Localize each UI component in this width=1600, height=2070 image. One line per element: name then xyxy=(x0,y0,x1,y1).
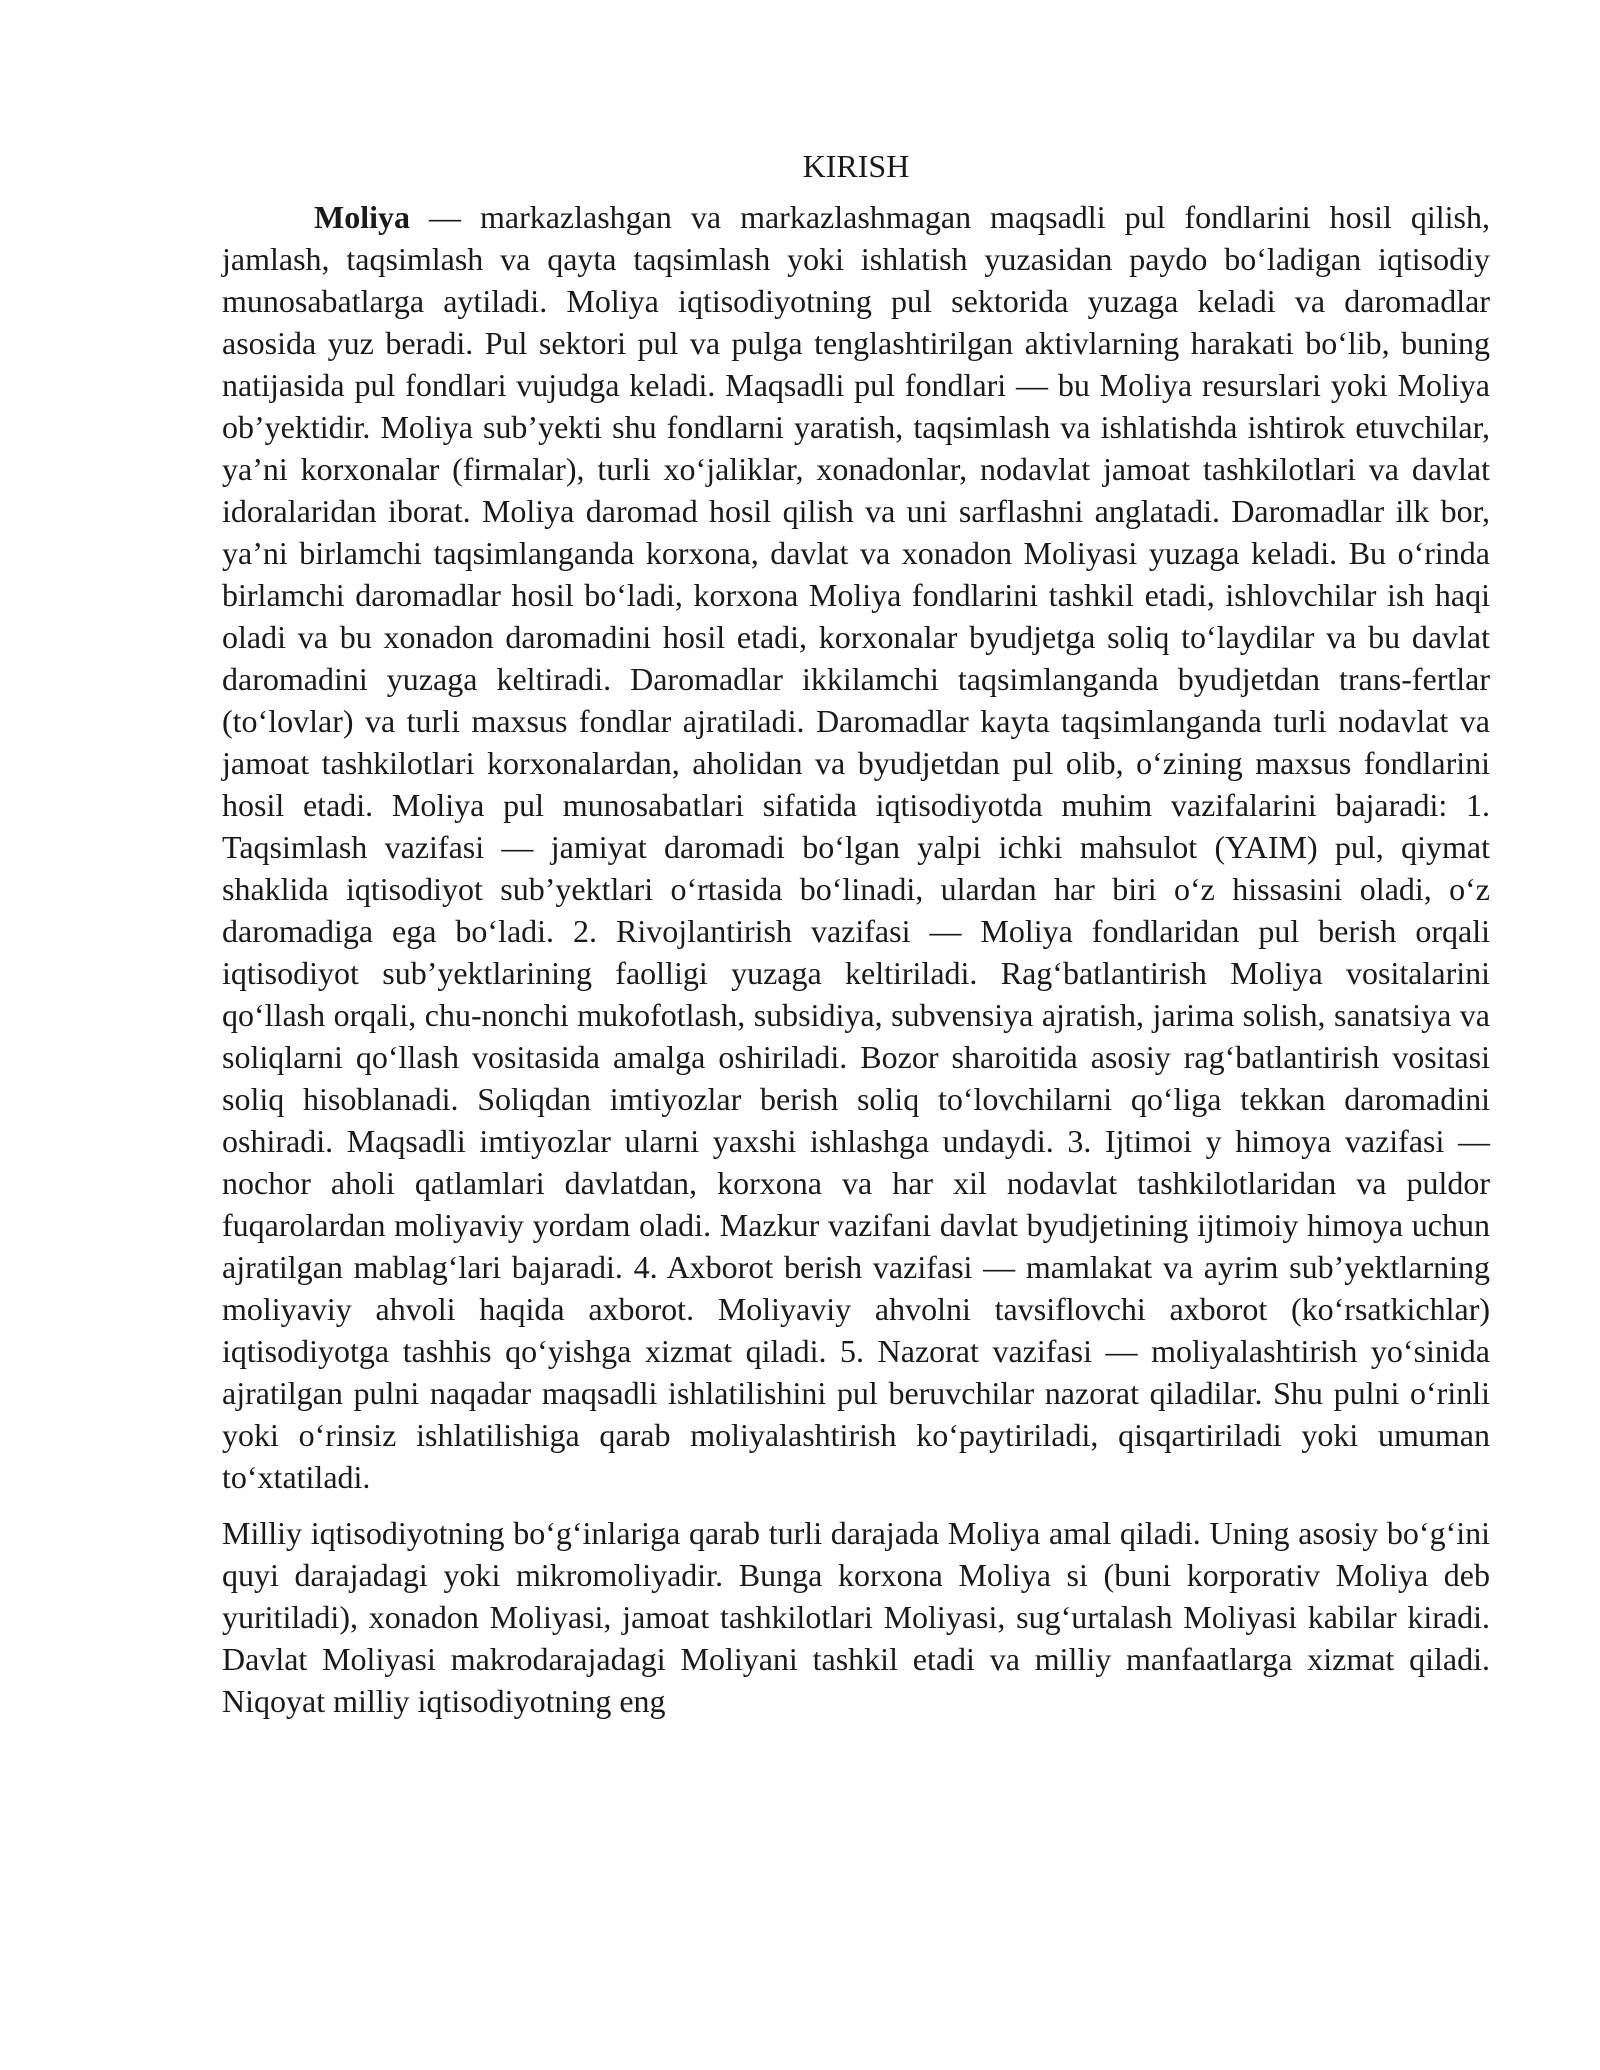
paragraph-1-text: — markazlashgan va markazlashmagan maqsadli pul fondlarini hosil qilish, jamlash, taqsimlash va qayta taqsimlash yoki ishlatish yuzasidan paydo bo‘ladigan iqtisodiy munosabatlarga aytiladi. Moliya iqtisodiyotning pul sektorida yuzaga keladi va daromadlar asosida yuz beradi. Pul sektori pul va pulga tenglashtirilgan aktivlarning harakati bo‘lib, buning natijasida pul fondlari vujudga keladi. Maqsadli pul fondlari — bu Moliya resurslari yoki Moliya ob’yektidir. Moliya sub’yekti shu fondlarni yaratish, taqsimlash va ishlatishda ishtirok etuvchilar, ya’ni korxonalar (firmalar), turli xo‘jaliklar, xonadonlar, nodavlat jamoat tashkilotlari va davlat idoralaridan iborat. Moliya daromad hosil qilish va uni sarflashni anglatadi. Daromadlar ilk bor, ya’ni birlamchi taqsimlanganda korxona, davlat va xonadon Moliyasi yuzaga keladi. Bu o‘rinda birlamchi daromadlar hosil bo‘ladi, korxona Moliya fondlarini tashkil etadi, ishlovchilar ish haqi oladi va bu xonadon daromadini hosil etadi, korxonalar byudjetga soliq to‘laydilar va bu davlat daromadini yuzaga keltiradi. Daromadlar ikkilamchi taqsimlanganda byudjetdan trans-fertlar (to‘lovlar) va turli maxsus fondlar ajratiladi. Daromadlar kayta taqsimlanganda turli nodavlat va jamoat tashkilotlari korxonalardan, aholidan va byudjetdan pul olib, o‘zining maxsus fondlarini hosil etadi. Moliya pul munosabatlari sifatida iqtisodiyotda muhim vazifalarini bajaradi: 1. Taqsimlash vazifasi — jamiyat daromadi bo‘lgan yalpi ichki mahsulot (YAIM) pul, qiymat shaklida iqtisodiyot sub’yektlari o‘rtasida bo‘linadi, ulardan har biri o‘z hissasini oladi, o‘z daromadiga ega bo‘ladi. 2. Rivojlantirish vazifasi — Moliya fondlaridan pul berish orqali iqtisodiyot sub’yektlarining faolligi yuzaga keltiriladi. Rag‘batlantirish Moliya vositalarini qo‘llash orqali, chu-nonchi mukofotlash, subsidiya, subvensiya ajratish, jarima solish, sanatsiya va soliqlarni qo‘llash vositasida amalga oshiriladi. Bozor sharoitida asosiy rag‘batlantirish vositasi soliq hisoblanadi. Soliqdan imtiyozlar berish soliq to‘lovchilarni qo‘liga tekkan daromadini oshiradi. Maqsadli imtiyozlar ularni yaxshi ishlashga undaydi. 3. Ijtimoi y himoya vazifasi — nochor aholi qatlamlari davlatdan, korxona va har xil nodavlat tashkilotlaridan va puldor fuqarolardan moliyaviy yordam oladi. Mazkur vazifani davlat byudjetining ijtimoiy himoya uchun ajratilgan mablag‘lari bajaradi. 4. Axborot berish vazifasi — mamlakat va ayrim sub’yektlarning moliyaviy ahvoli haqida axborot. Moliyaviy ahvolni tavsiflovchi axborot (ko‘rsatkichlar) iqtisodiyotga tashhis qo‘yishga xizmat qiladi. 5. Nazorat vazifasi — moliyalashtirish yo‘sinida ajratilgan pulni naqadar maqsadli ishlatilishini pul beruvchilar nazorat qiladilar. Shu pulni o‘rinli yoki o‘rinsiz ishlatilishiga qarab moliyalashtirish ko‘paytiriladi, qisqartiriladi yoki umuman to‘xtatiladi. xyxy=(222,199,1490,1495)
paragraph-2-text: Milliy iqtisodiyotning bo‘g‘inlariga qarab turli darajada Moliya amal qiladi. Uning asosiy bo‘g‘ini quyi darajadagi yoki mikromoliyadir. Bunga korxona Moliya si (buni korporativ Moliya deb yuritiladi), xonadon Moliyasi, jamoat tashkilotlari Moliyasi, sug‘urtalash Moliyasi kabilar kiradi. Davlat Moliyasi makrodarajadagi Moliyani tashkil etadi va milliy manfaatlarga xizmat qiladi. Niqoyat milliy iqtisodiyotning eng xyxy=(222,1515,1490,1719)
paragraph-2 xyxy=(222,1512,1490,1722)
paragraph-1 xyxy=(222,196,1490,1498)
lead-term: Moliya xyxy=(314,199,410,235)
document-page xyxy=(222,144,1490,1722)
page-title: KIRISH xyxy=(802,148,910,184)
